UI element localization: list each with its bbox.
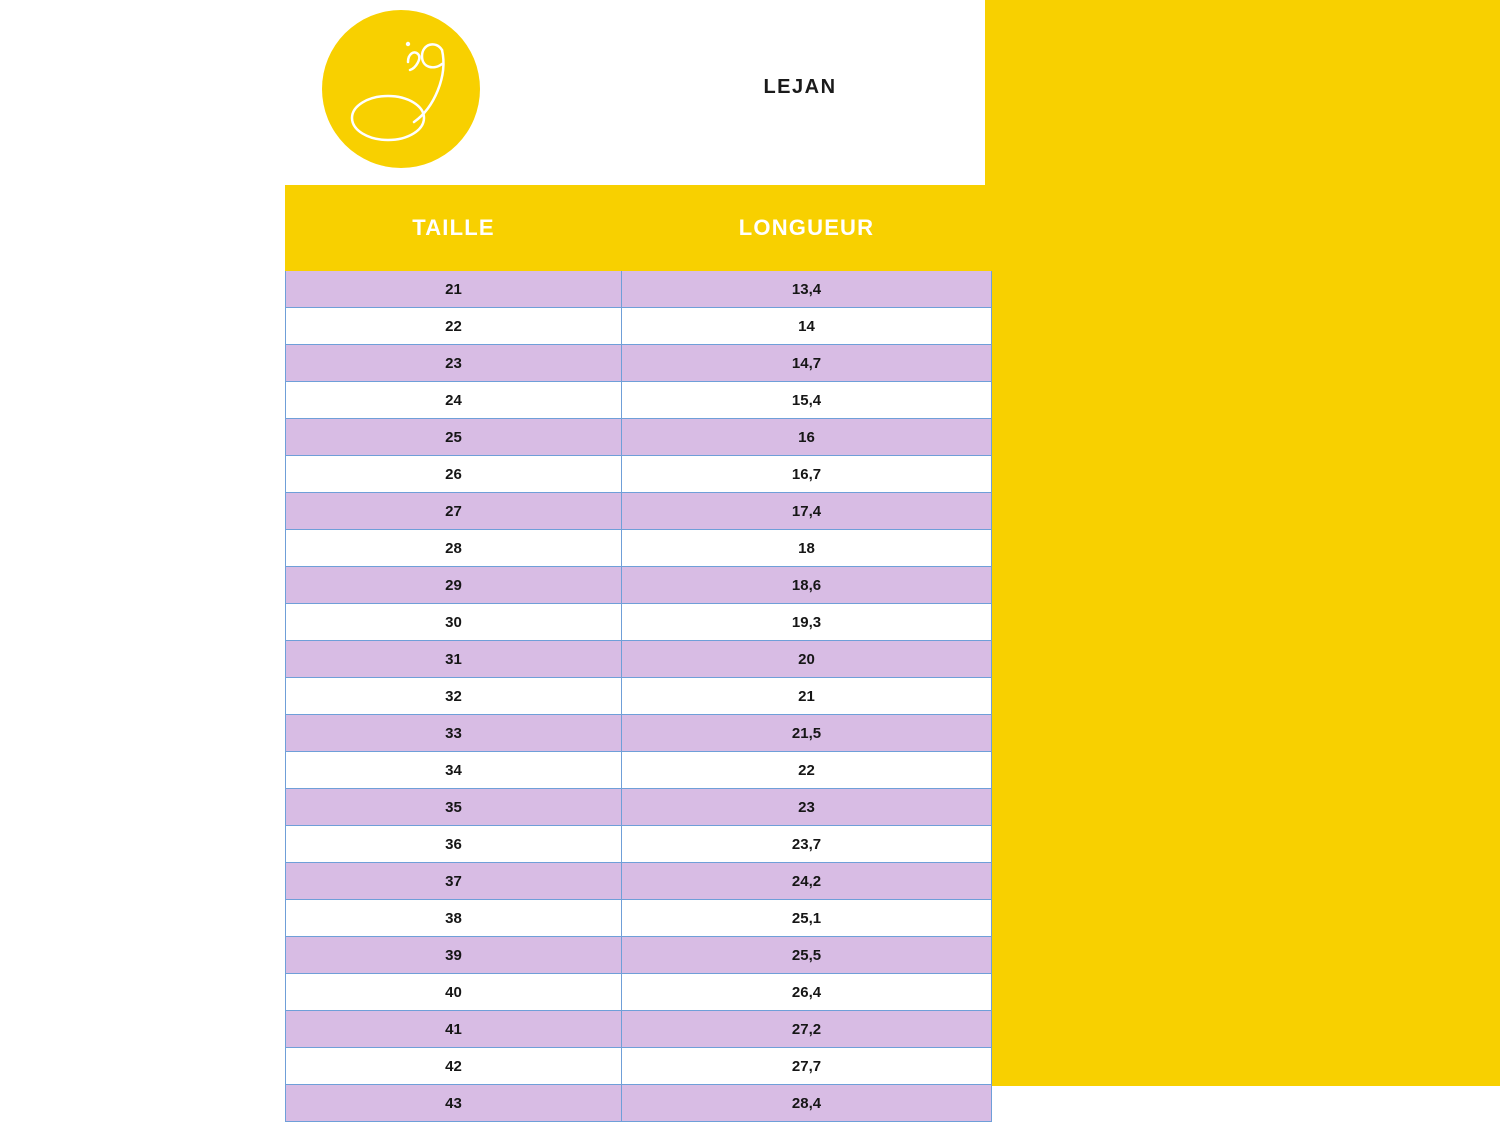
cell-taille: 37 — [286, 863, 622, 900]
cell-taille: 30 — [286, 604, 622, 641]
cell-longueur: 18 — [622, 530, 992, 567]
cell-taille: 38 — [286, 900, 622, 937]
table-row — [286, 1011, 992, 1048]
cell-longueur: 15,4 — [622, 382, 992, 419]
cell-longueur: 18,6 — [622, 567, 992, 604]
table-row — [286, 937, 992, 974]
cell-longueur: 21 — [622, 678, 992, 715]
cell-taille: 21 — [286, 271, 622, 308]
cell-taille: 27 — [286, 493, 622, 530]
table-row — [286, 678, 992, 715]
yellow-side-panel — [985, 0, 1500, 1086]
cell-longueur: 23,7 — [622, 826, 992, 863]
cell-longueur: 16 — [622, 419, 992, 456]
cell-longueur: 25,5 — [622, 937, 992, 974]
table-row — [286, 1085, 992, 1122]
table-header-row — [286, 186, 992, 271]
cell-longueur: 16,7 — [622, 456, 992, 493]
cell-taille: 25 — [286, 419, 622, 456]
cell-longueur: 20 — [622, 641, 992, 678]
table-row — [286, 382, 992, 419]
cell-taille: 40 — [286, 974, 622, 1011]
column-header-longueur: LONGUEUR — [622, 186, 992, 271]
table-row — [286, 863, 992, 900]
cell-taille: 29 — [286, 567, 622, 604]
cell-taille: 23 — [286, 345, 622, 382]
table-row — [286, 493, 992, 530]
cell-longueur: 27,2 — [622, 1011, 992, 1048]
table-row — [286, 974, 992, 1011]
brand-title: LEJAN — [763, 76, 837, 98]
cell-longueur: 25,1 — [622, 900, 992, 937]
cell-taille: 42 — [286, 1048, 622, 1085]
table-row — [286, 419, 992, 456]
cell-taille: 43 — [286, 1085, 622, 1122]
cell-longueur: 23 — [622, 789, 992, 826]
table-row — [286, 641, 992, 678]
column-header-taille: TAILLE — [286, 186, 622, 271]
table-row — [286, 900, 992, 937]
cell-longueur: 14 — [622, 308, 992, 345]
cell-taille: 22 — [286, 308, 622, 345]
cell-longueur: 21,5 — [622, 715, 992, 752]
table-row — [286, 789, 992, 826]
table-row — [286, 752, 992, 789]
cell-taille: 32 — [286, 678, 622, 715]
cell-taille: 41 — [286, 1011, 622, 1048]
cell-taille: 33 — [286, 715, 622, 752]
table-row — [286, 530, 992, 567]
cell-longueur: 22 — [622, 752, 992, 789]
cell-longueur: 26,4 — [622, 974, 992, 1011]
cell-taille: 24 — [286, 382, 622, 419]
cell-taille: 35 — [286, 789, 622, 826]
cell-taille: 34 — [286, 752, 622, 789]
size-chart-table — [285, 185, 992, 1122]
table-row — [286, 308, 992, 345]
table-row — [286, 1048, 992, 1085]
cell-taille: 31 — [286, 641, 622, 678]
cell-taille: 28 — [286, 530, 622, 567]
cell-longueur: 13,4 — [622, 271, 992, 308]
cell-longueur: 28,4 — [622, 1085, 992, 1122]
cell-longueur: 24,2 — [622, 863, 992, 900]
cell-longueur: 19,3 — [622, 604, 992, 641]
table-row — [286, 604, 992, 641]
lejan-circle-logo-icon — [322, 10, 480, 168]
cell-longueur: 27,7 — [622, 1048, 992, 1085]
table-row — [286, 456, 992, 493]
table-row — [286, 345, 992, 382]
cell-longueur: 17,4 — [622, 493, 992, 530]
table-row — [286, 715, 992, 752]
cell-taille: 36 — [286, 826, 622, 863]
cell-taille: 26 — [286, 456, 622, 493]
table-row — [286, 567, 992, 604]
cell-longueur: 14,7 — [622, 345, 992, 382]
cell-taille: 39 — [286, 937, 622, 974]
table-body — [286, 271, 992, 1122]
table-row — [286, 826, 992, 863]
table-row — [286, 271, 992, 308]
